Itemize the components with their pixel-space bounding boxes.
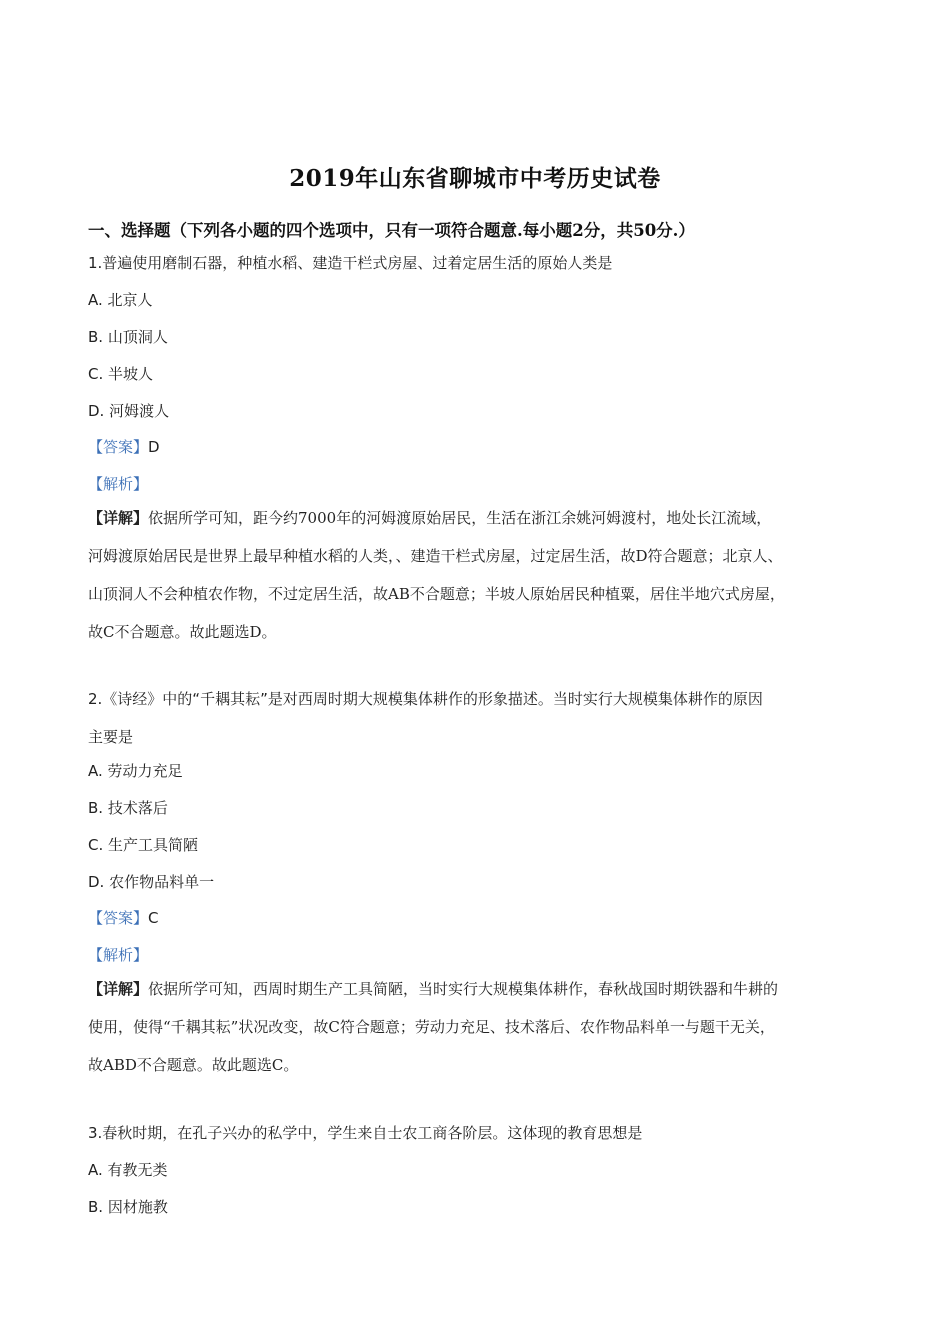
answer-label: 【答案】 <box>88 909 149 927</box>
question-1-detail-line-4: 故C不合题意。故此题选D。 <box>88 623 277 641</box>
answer-value: D <box>148 438 160 456</box>
question-3-option-a: A. 有教无类 <box>88 1161 168 1179</box>
question-2-option-a: A. 劳动力充足 <box>88 762 183 780</box>
question-3-option-b: B. 因材施教 <box>88 1198 168 1216</box>
page-title: 2019年山东省聊城市中考历史试卷 <box>289 165 661 192</box>
question-2-answer <box>88 907 159 928</box>
question-1-answer <box>88 436 160 457</box>
question-2-detail-line-3: 故ABD不合题意。故此题选C。 <box>88 1056 299 1074</box>
question-2-stem-line-2: 主要是 <box>88 728 134 746</box>
analysis-label: 【解析】 <box>88 946 149 964</box>
answer-label: 【答案】 <box>88 438 149 456</box>
question-1-analysis <box>88 473 148 494</box>
question-1-stem: 1.普遍使用磨制石器，种植水稻、建造干栏式房屋、过着定居生活的原始人类是 <box>88 254 613 272</box>
question-1-option-b: B. 山顶洞人 <box>88 328 168 346</box>
question-2-detail-line-2: 使用，使得“千耦其耘”状况改变，故C符合题意；劳动力充足、技术落后、农作物品料单一与题干无关， <box>88 1018 775 1036</box>
detail-label: 【详解】 <box>88 509 149 527</box>
question-2-option-c: C. 生产工具简陋 <box>88 836 199 854</box>
question-2-option-d: D. 农作物品料单一 <box>88 873 215 891</box>
question-1-detail-line-3: 山顶洞人不会种植农作物，不过定居生活，故AB不合题意；半坡人原始居民种植粟，居住半地穴式房屋， <box>88 585 785 603</box>
question-2-option-b: B. 技术落后 <box>88 799 168 817</box>
section-heading: 一、选择题（下列各小题的四个选项中，只有一项符合题意.每小题2分，共50分.） <box>88 221 695 240</box>
answer-value: C <box>148 909 159 927</box>
detail-label: 【详解】 <box>88 980 149 998</box>
question-1-option-a: A. 北京人 <box>88 291 153 309</box>
question-2-analysis <box>88 944 148 965</box>
question-1-detail-line-1 <box>88 507 771 528</box>
question-2-detail-line-1 <box>88 978 778 999</box>
detail-text: 依据所学可知，西周时期生产工具简陋，当时实行大规模集体耕作，春秋战国时期铁器和牛耕的 <box>148 980 779 998</box>
question-1-option-c: C. 半坡人 <box>88 365 154 383</box>
question-1-option-d: D. 河姆渡人 <box>88 402 170 420</box>
question-3-stem: 3.春秋时期，在孔子兴办的私学中，学生来自士农工商各阶层。这体现的教育思想是 <box>88 1124 643 1142</box>
question-1-detail-line-2: 河姆渡原始居民是世界上最早种植水稻的人类，、建造干栏式房屋，过定居生活，故D符合题意；北京人、 <box>88 547 783 565</box>
detail-text: 依据所学可知，距今约7000年的河姆渡原始居民，生活在浙江余姚河姆渡村，地处长江流域， <box>148 509 772 527</box>
question-2-stem-line-1: 2.《诗经》中的“千耦其耘”是对西周时期大规模集体耕作的形象描述。当时实行大规模集体耕作的原因 <box>88 690 763 708</box>
analysis-label: 【解析】 <box>88 475 149 493</box>
